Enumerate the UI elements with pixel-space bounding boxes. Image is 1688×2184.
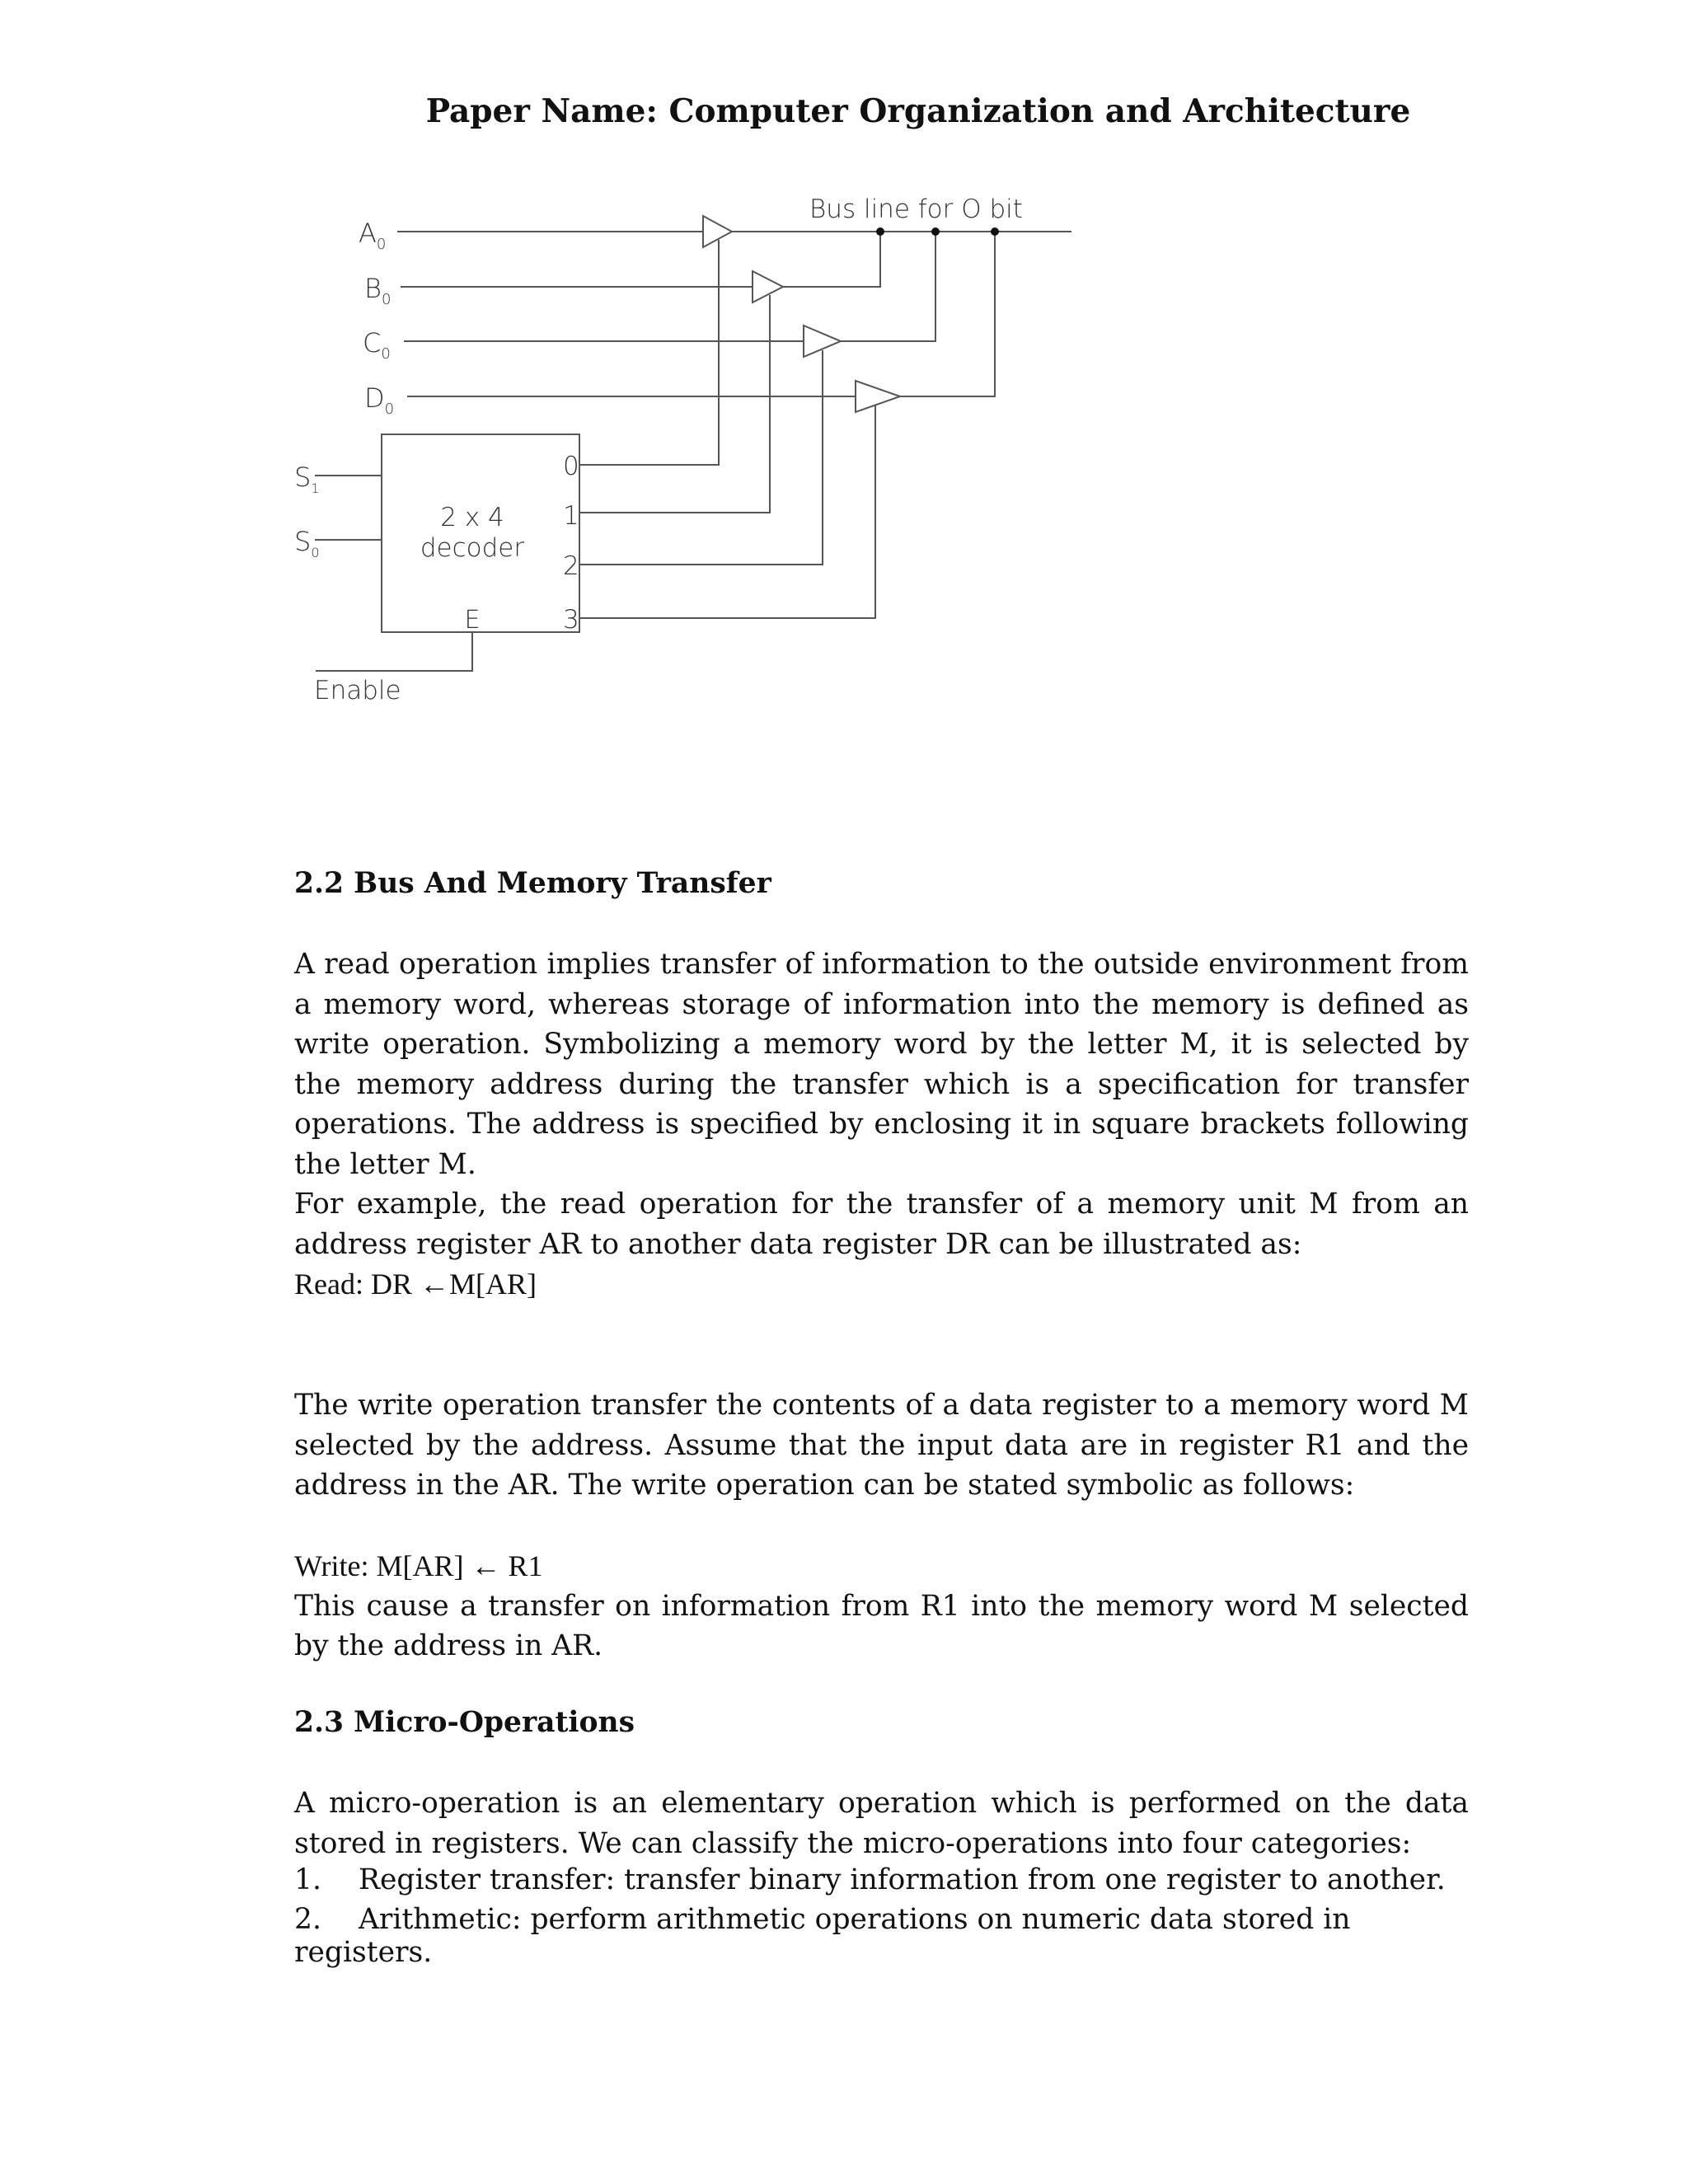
paragraph-micro-operations bbox=[294, 1783, 1469, 1863]
decoder-output-2: 2 bbox=[563, 551, 579, 581]
read-formula: Read: DR ←M[AR] bbox=[294, 1268, 537, 1301]
list-item bbox=[294, 1863, 1469, 1896]
input-label-c: $C_0$ bbox=[363, 327, 391, 363]
bus-decoder-diagram bbox=[0, 0, 1688, 742]
list-item bbox=[294, 1903, 1469, 1969]
input-label-b: $B_0$ bbox=[364, 273, 392, 308]
bus-tap-d bbox=[900, 232, 995, 396]
enable-line-0 bbox=[579, 240, 719, 465]
bus-tap-b bbox=[783, 232, 880, 287]
decoder-output-3: 3 bbox=[563, 605, 579, 635]
decoder-label-name: decoder bbox=[420, 533, 525, 563]
list-item-number: 2. bbox=[294, 1903, 321, 1936]
input-label-a: $A_0$ bbox=[359, 218, 387, 253]
bus-junction bbox=[876, 227, 884, 236]
bus-junction bbox=[991, 227, 999, 236]
paragraph-write-operation bbox=[294, 1385, 1469, 1506]
bus-label: Bus line for O bit bbox=[809, 194, 1023, 224]
decoder-label-size: 2 x 4 bbox=[440, 503, 504, 532]
decoder-output-0: 0 bbox=[563, 452, 579, 481]
list-item-text: Register transfer: transfer binary information from one register to another. bbox=[359, 1863, 1446, 1896]
page-title: Paper Name: Computer Organization and Architecture bbox=[425, 92, 1411, 130]
paragraph-text: A micro-operation is an elementary operation which is performed on the data stored in registers. We can classify the micro-operations into four categories: bbox=[294, 1787, 1469, 1860]
section-heading-2-2: 2.2 Bus And Memory Transfer bbox=[294, 867, 771, 900]
list-item-text: Arithmetic: perform arithmetic operations on numeric data stored in registers. bbox=[294, 1903, 1351, 1969]
select-label-s1: $S_1$ bbox=[294, 462, 320, 496]
paragraph-write-formula bbox=[294, 1546, 1469, 1666]
paragraph-read-operation bbox=[294, 944, 1469, 1184]
enable-line-2 bbox=[579, 350, 823, 565]
decoder-output-1: 1 bbox=[563, 501, 579, 531]
enable-line-1 bbox=[579, 295, 770, 513]
paragraph-text: This cause a transfer on information from R1 into the memory word M selected by the address in AR. bbox=[294, 1589, 1469, 1662]
enable-line-3 bbox=[579, 405, 875, 618]
write-formula: Write: M[AR] ← R1 bbox=[294, 1549, 543, 1582]
section-heading-2-3: 2.3 Micro-Operations bbox=[294, 1706, 635, 1739]
paragraph-example bbox=[294, 1184, 1469, 1305]
enable-label: Enable bbox=[314, 676, 401, 705]
buffer-d bbox=[856, 381, 900, 412]
buffer-b bbox=[753, 271, 783, 302]
paragraph-text: For example, the read operation for the transfer of a memory unit M from an address register AR to another data register DR can be illustrated as: bbox=[294, 1188, 1469, 1261]
decoder-enable-pin: E bbox=[464, 606, 481, 635]
list-item-number: 1. bbox=[294, 1863, 321, 1896]
select-label-s0: $S_0$ bbox=[294, 526, 320, 560]
paragraph-text: The write operation transfer the contents of a data register to a memory word M selected by the address. Assume that the input data are in register R1 and the address in the AR. The write operation can be stated symbolic as follows: bbox=[294, 1389, 1469, 1502]
bus-junction bbox=[931, 227, 940, 236]
enable-input-line bbox=[316, 632, 472, 671]
input-label-d: $D_0$ bbox=[364, 382, 395, 418]
paragraph-text: A read operation implies transfer of information to the outside environment from a memory word, whereas storage of information into the memory is defined as write operation. Symbolizing a memory word by the letter M, it is selected by the memory address during the transfer which is a specification for transfer operations. The address is specified by enclosing it in square brackets following the letter M. bbox=[294, 948, 1469, 1181]
buffer-a bbox=[703, 216, 732, 247]
